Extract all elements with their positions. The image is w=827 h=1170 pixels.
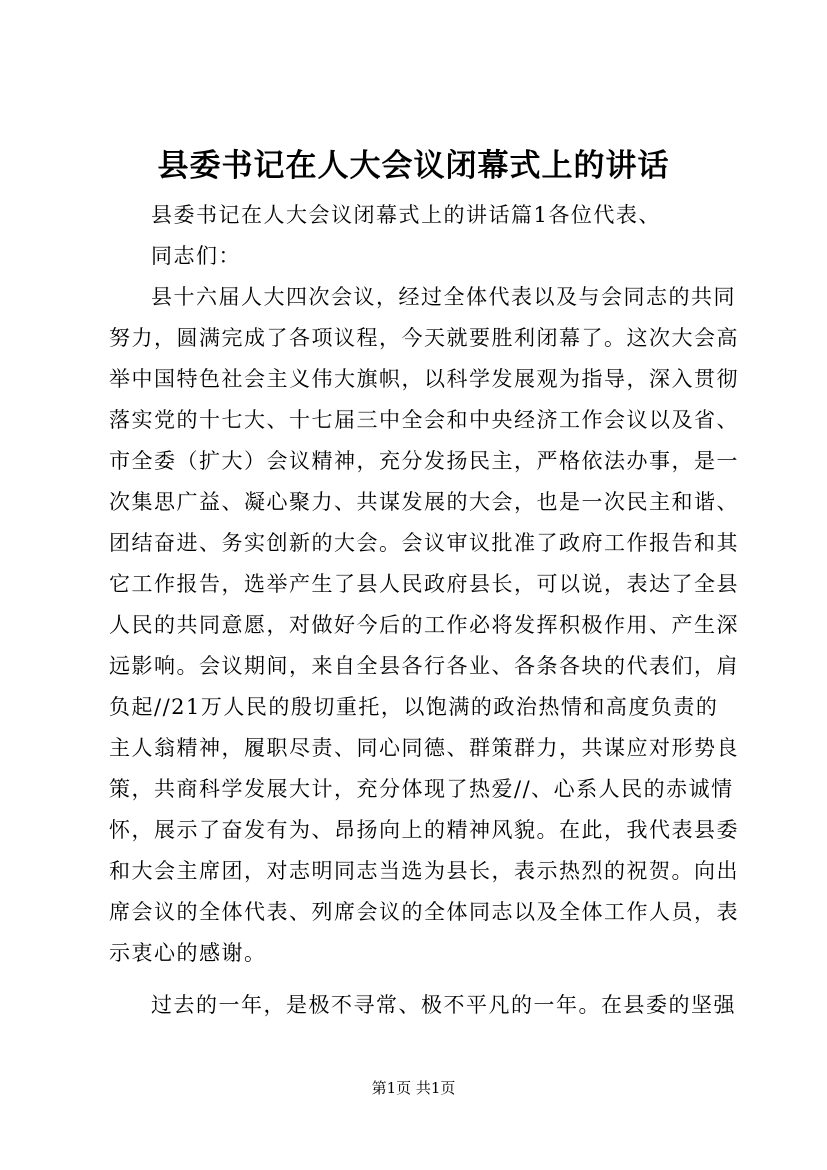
paragraph-line: 和大会主席团，对志明同志当选为县长，表示热烈的祝贺。向出 — [109, 859, 739, 883]
paragraph-line: 落实党的十七大、十七届三中全会和中央经济工作会议以及省、 — [109, 408, 739, 432]
paragraph-line: 团结奋进、务实创新的大会。会议审议批准了政府工作报告和其 — [109, 531, 739, 555]
paragraph-line: 怀，展示了奋发有为、昂扬向上的精神风貌。在此，我代表县委 — [109, 818, 739, 842]
paragraph-line: 县委书记在人大会议闭幕式上的讲话篇1各位代表、 — [151, 203, 661, 227]
page-footer: 第1页 共1页 — [371, 1079, 456, 1097]
paragraph-line: 它工作报告，选举产生了县人民政府县长，可以说，表达了全县 — [109, 572, 739, 596]
paragraph-line: 远影响。会议期间，来自全县各行各业、各条各块的代表们，肩 — [109, 654, 739, 678]
paragraph-line: 策，共商科学发展大计，充分体现了热爱//、心系人民的赤诚情 — [109, 777, 734, 801]
paragraph-line: 席会议的全体代表、列席会议的全体同志以及全体工作人员，表 — [109, 900, 739, 924]
document-title: 县委书记在人大会议闭幕式上的讲话 — [157, 148, 670, 184]
paragraph-line: 主人翁精神，履职尽责、同心同德、群策群力，共谋应对形势良 — [109, 736, 739, 760]
paragraph-line: 次集思广益、凝心聚力、共谋发展的大会，也是一次民主和谐、 — [109, 490, 739, 514]
paragraph-line: 示衷心的感谢。 — [109, 941, 267, 965]
paragraph-line: 县十六届人大四次会议，经过全体代表以及与会同志的共同 — [151, 285, 736, 309]
paragraph-line: 过去的一年，是极不寻常、极不平凡的一年。在县委的坚强 — [151, 993, 736, 1017]
paragraph-line: 举中国特色社会主义伟大旗帜，以科学发展观为指导，深入贯彻 — [109, 367, 739, 391]
paragraph-line: 负起//21万人民的殷切重托，以饱满的政治热情和高度负责的 — [109, 695, 719, 719]
paragraph-line: 努力，圆满完成了各项议程，今天就要胜利闭幕了。这次大会高 — [109, 326, 739, 350]
paragraph-line: 同志们： — [151, 244, 241, 268]
paragraph-line: 人民的共同意愿，对做好今后的工作必将发挥积极作用、产生深 — [109, 613, 739, 637]
paragraph-line: 市全委（扩大）会议精神，充分发扬民主，严格依法办事，是一 — [109, 449, 739, 473]
